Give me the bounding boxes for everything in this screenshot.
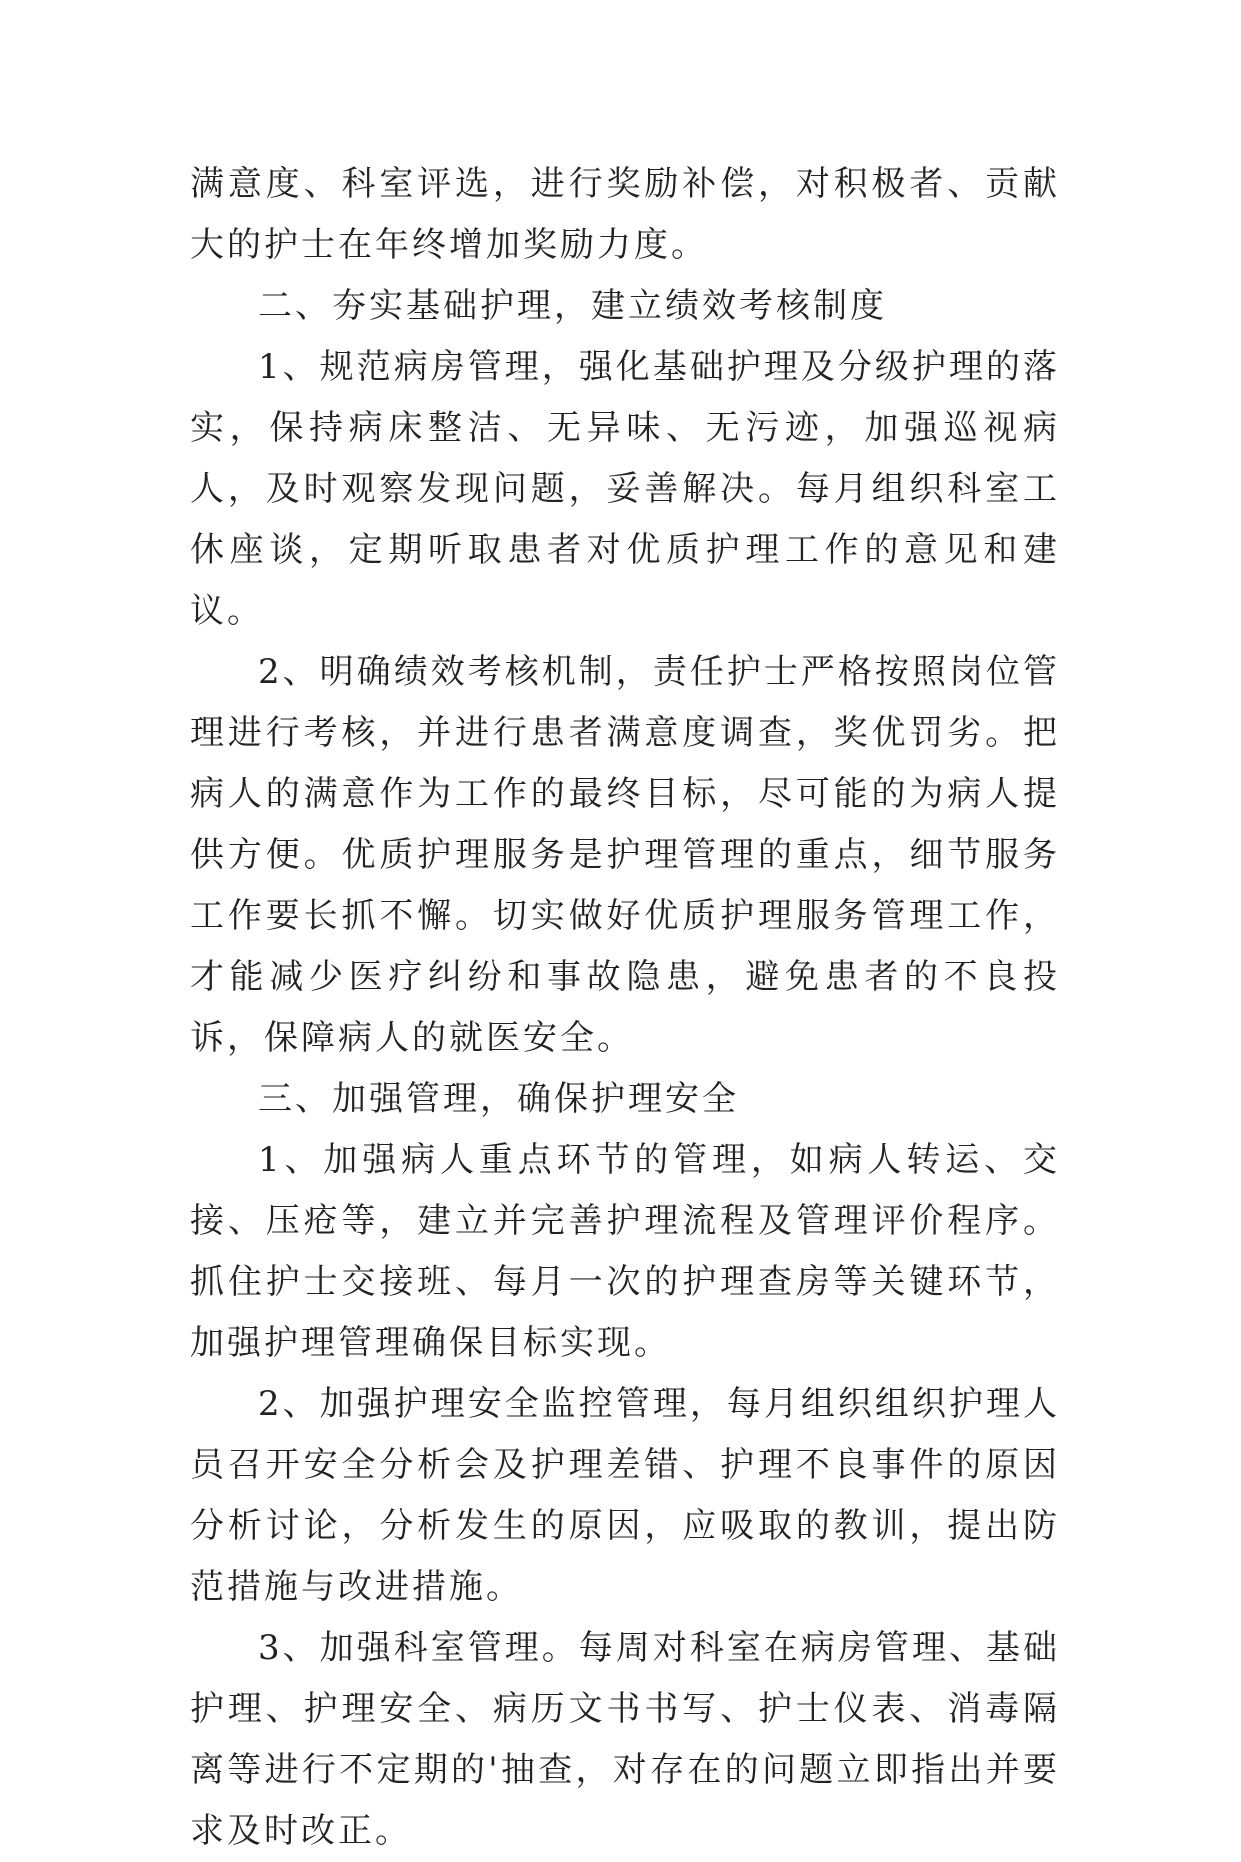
paragraph-1: 满意度、科室评选，进行奖励补偿，对积极者、贡献大的护士在年终增加奖励力度。 [190,164,1060,265]
paragraph-3-2: 2、加强护理安全监控管理，每月组织组织护理人员召开安全分析会及护理差错、护理不良事件的原因分析讨论，分析发生的原因，应吸取的教训，提出防范措施与改进措施。 [190,1384,1060,1607]
paragraph-2-1: 1、规范病房管理，强化基础护理及分级护理的落实，保持病床整洁、无异味、无污迹，加强巡视病人，及时观察发现问题，妥善解决。每月组织科室工休座谈，定期听取患者对优质护理工作的意见和建议。 [190,347,1060,631]
paragraph-3-3: 3、加强科室管理。每周对科室在病房管理、基础护理、护理安全、病历文书书写、护士仪表、消毒隔离等进行不定期的'抽查，对存在的问题立即指出并要求及时改正。 [190,1628,1060,1851]
paragraph-3-1: 1、加强病人重点环节的管理，如病人转运、交接、压疮等，建立并完善护理流程及管理评价程序。抓住护士交接班、每月一次的护理查房等关键环节，加强护理管理确保目标实现。 [190,1140,1060,1363]
section-heading-2: 二、夯实基础护理，建立绩效考核制度 [258,286,887,326]
document-body [190,154,1060,1862]
paragraph-2-2: 2、明确绩效考核机制，责任护士严格按照岗位管理进行考核，并进行患者满意度调查，奖优罚劣。把病人的满意作为工作的最终目标，尽可能的为病人提供方便。优质护理服务是护理管理的重点，细节服务工作要长抓不懈。切实做好优质护理服务管理工作，才能减少医疗纠纷和事故隐患，避免患者的不良投诉，保障病人的就医安全。 [190,652,1060,1058]
section-heading-3: 三、加强管理，确保护理安全 [258,1079,739,1119]
